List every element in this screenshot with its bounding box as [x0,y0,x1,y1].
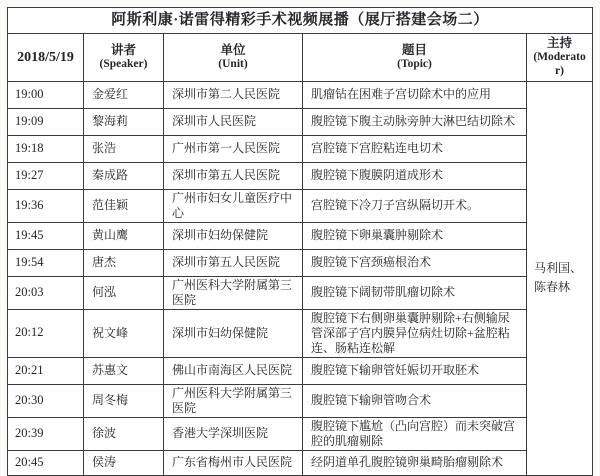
moderator-cell [527,81,593,475]
time-cell: 19:27 [8,162,84,189]
speaker-cell: 何泓 [84,276,164,309]
topic-cell: 经阴道单孔腹腔镜卵巢畸胎瘤剔除术 [303,450,527,475]
unit-cell: 深圳市第五人民医院 [164,249,303,276]
topic-cell: 腹腔镜下输卵管吻合术 [303,384,527,417]
time-cell: 20:45 [8,450,84,475]
table-row [8,249,593,276]
speaker-cell: 侯涛 [84,450,164,475]
unit-cell: 佛山市南海区人民医院 [164,357,303,384]
header-row [8,34,593,82]
table-row [8,162,593,189]
table-row [8,135,593,162]
time-cell: 20:30 [8,384,84,417]
table-row [8,309,593,357]
topic-cell: 腹腔镜下阔韧带肌瘤切除术 [303,276,527,309]
moderator-name-line: 陈春林 [534,280,571,295]
unit-cell: 广州医科大学附属第三医院 [164,276,303,309]
col-header-moderator [527,34,593,82]
unit-cell: 深圳市人民医院 [164,108,303,135]
unit-cell: 深圳市妇幼保健院 [164,222,303,249]
time-cell: 19:18 [8,135,84,162]
topic-cell: 腹腔镜下右侧卵巢囊肿剔除+右侧输尿管深部子宫内膜异位病灶切除+盆腔粘连、肠粘连松解 [303,309,527,357]
speaker-cell: 秦成路 [84,162,164,189]
speaker-cell: 范佳颖 [84,189,164,222]
time-cell: 19:00 [8,81,84,108]
table-row [8,81,593,108]
time-cell: 20:03 [8,276,84,309]
table-row [8,108,593,135]
speaker-cell: 周冬梅 [84,384,164,417]
moderator-name-line: 马利国、 [534,260,583,275]
col-header-speaker-en: (Speaker) [99,57,148,70]
topic-cell: 腹腔镜下尴尬（凸向宫腔）而未突破宫腔的肌瘤剔除 [303,417,527,450]
col-header-moderator-cn: 主持 [547,36,573,50]
unit-cell: 深圳市第二人民医院 [164,81,303,108]
topic-cell: 宫腔镜下冷刀子宫纵隔切开术。 [303,189,527,222]
speaker-cell: 张浩 [84,135,164,162]
time-cell: 19:09 [8,108,84,135]
unit-cell: 广州市妇女儿童医疗中心 [164,189,303,222]
col-header-topic [303,34,527,82]
col-header-speaker [84,34,164,82]
topic-cell: 腹腔镜下宫颈癌根治术 [303,249,527,276]
page-title: 阿斯利康·诺雷得精彩手术视频展播（展厅搭建会场二） [8,8,593,34]
table-row [8,222,593,249]
col-header-moderator-en: (Moderator) [533,51,586,77]
col-header-speaker-cn: 讲者 [110,42,136,57]
unit-cell: 广州市第一人民医院 [164,135,303,162]
table-row [8,189,593,222]
table-row [8,384,593,417]
col-header-topic-cn: 题目 [401,42,427,57]
time-cell: 20:12 [8,309,84,357]
unit-cell: 广东省梅州市人民医院 [164,450,303,475]
schedule-body [8,81,593,475]
topic-cell: 肌瘤钻在困难子宫切除术中的应用 [303,81,527,108]
speaker-cell: 苏惠文 [84,357,164,384]
speaker-cell: 徐波 [84,417,164,450]
unit-cell: 深圳市妇幼保健院 [164,309,303,357]
time-cell: 19:36 [8,189,84,222]
topic-cell: 宫腔镜下宫腔粘连电切术 [303,135,527,162]
time-cell: 19:45 [8,222,84,249]
topic-cell: 腹腔镜下腹主动脉旁肿大淋巴结切除术 [303,108,527,135]
schedule-sheet [7,7,592,476]
col-header-unit-en: (Unit) [218,57,248,70]
speaker-cell: 唐杰 [84,249,164,276]
time-cell: 19:54 [8,249,84,276]
speaker-cell: 黎海莉 [84,108,164,135]
time-cell: 20:21 [8,357,84,384]
date-header: 2018/5/19 [8,34,84,82]
time-cell: 20:39 [8,417,84,450]
schedule-table [7,7,593,476]
speaker-cell: 黄山鹰 [84,222,164,249]
col-header-unit-cn: 单位 [220,42,246,57]
topic-cell: 腹腔镜下腹膜阴道成形术 [303,162,527,189]
unit-cell: 深圳市第五人民医院 [164,162,303,189]
table-row [8,276,593,309]
unit-cell: 广州医科大学附属第三医院 [164,384,303,417]
table-row [8,357,593,384]
table-row [8,450,593,475]
col-header-unit [164,34,303,82]
topic-cell: 腹腔镜下输卵管妊娠切开取胚术 [303,357,527,384]
title-row [8,8,593,34]
col-header-topic-en: (Topic) [397,57,432,70]
topic-cell: 腹腔镜下卵巢囊肿剔除术 [303,222,527,249]
unit-cell: 香港大学深圳医院 [164,417,303,450]
table-row [8,417,593,450]
speaker-cell: 祝文峰 [84,309,164,357]
speaker-cell: 金爱红 [84,81,164,108]
